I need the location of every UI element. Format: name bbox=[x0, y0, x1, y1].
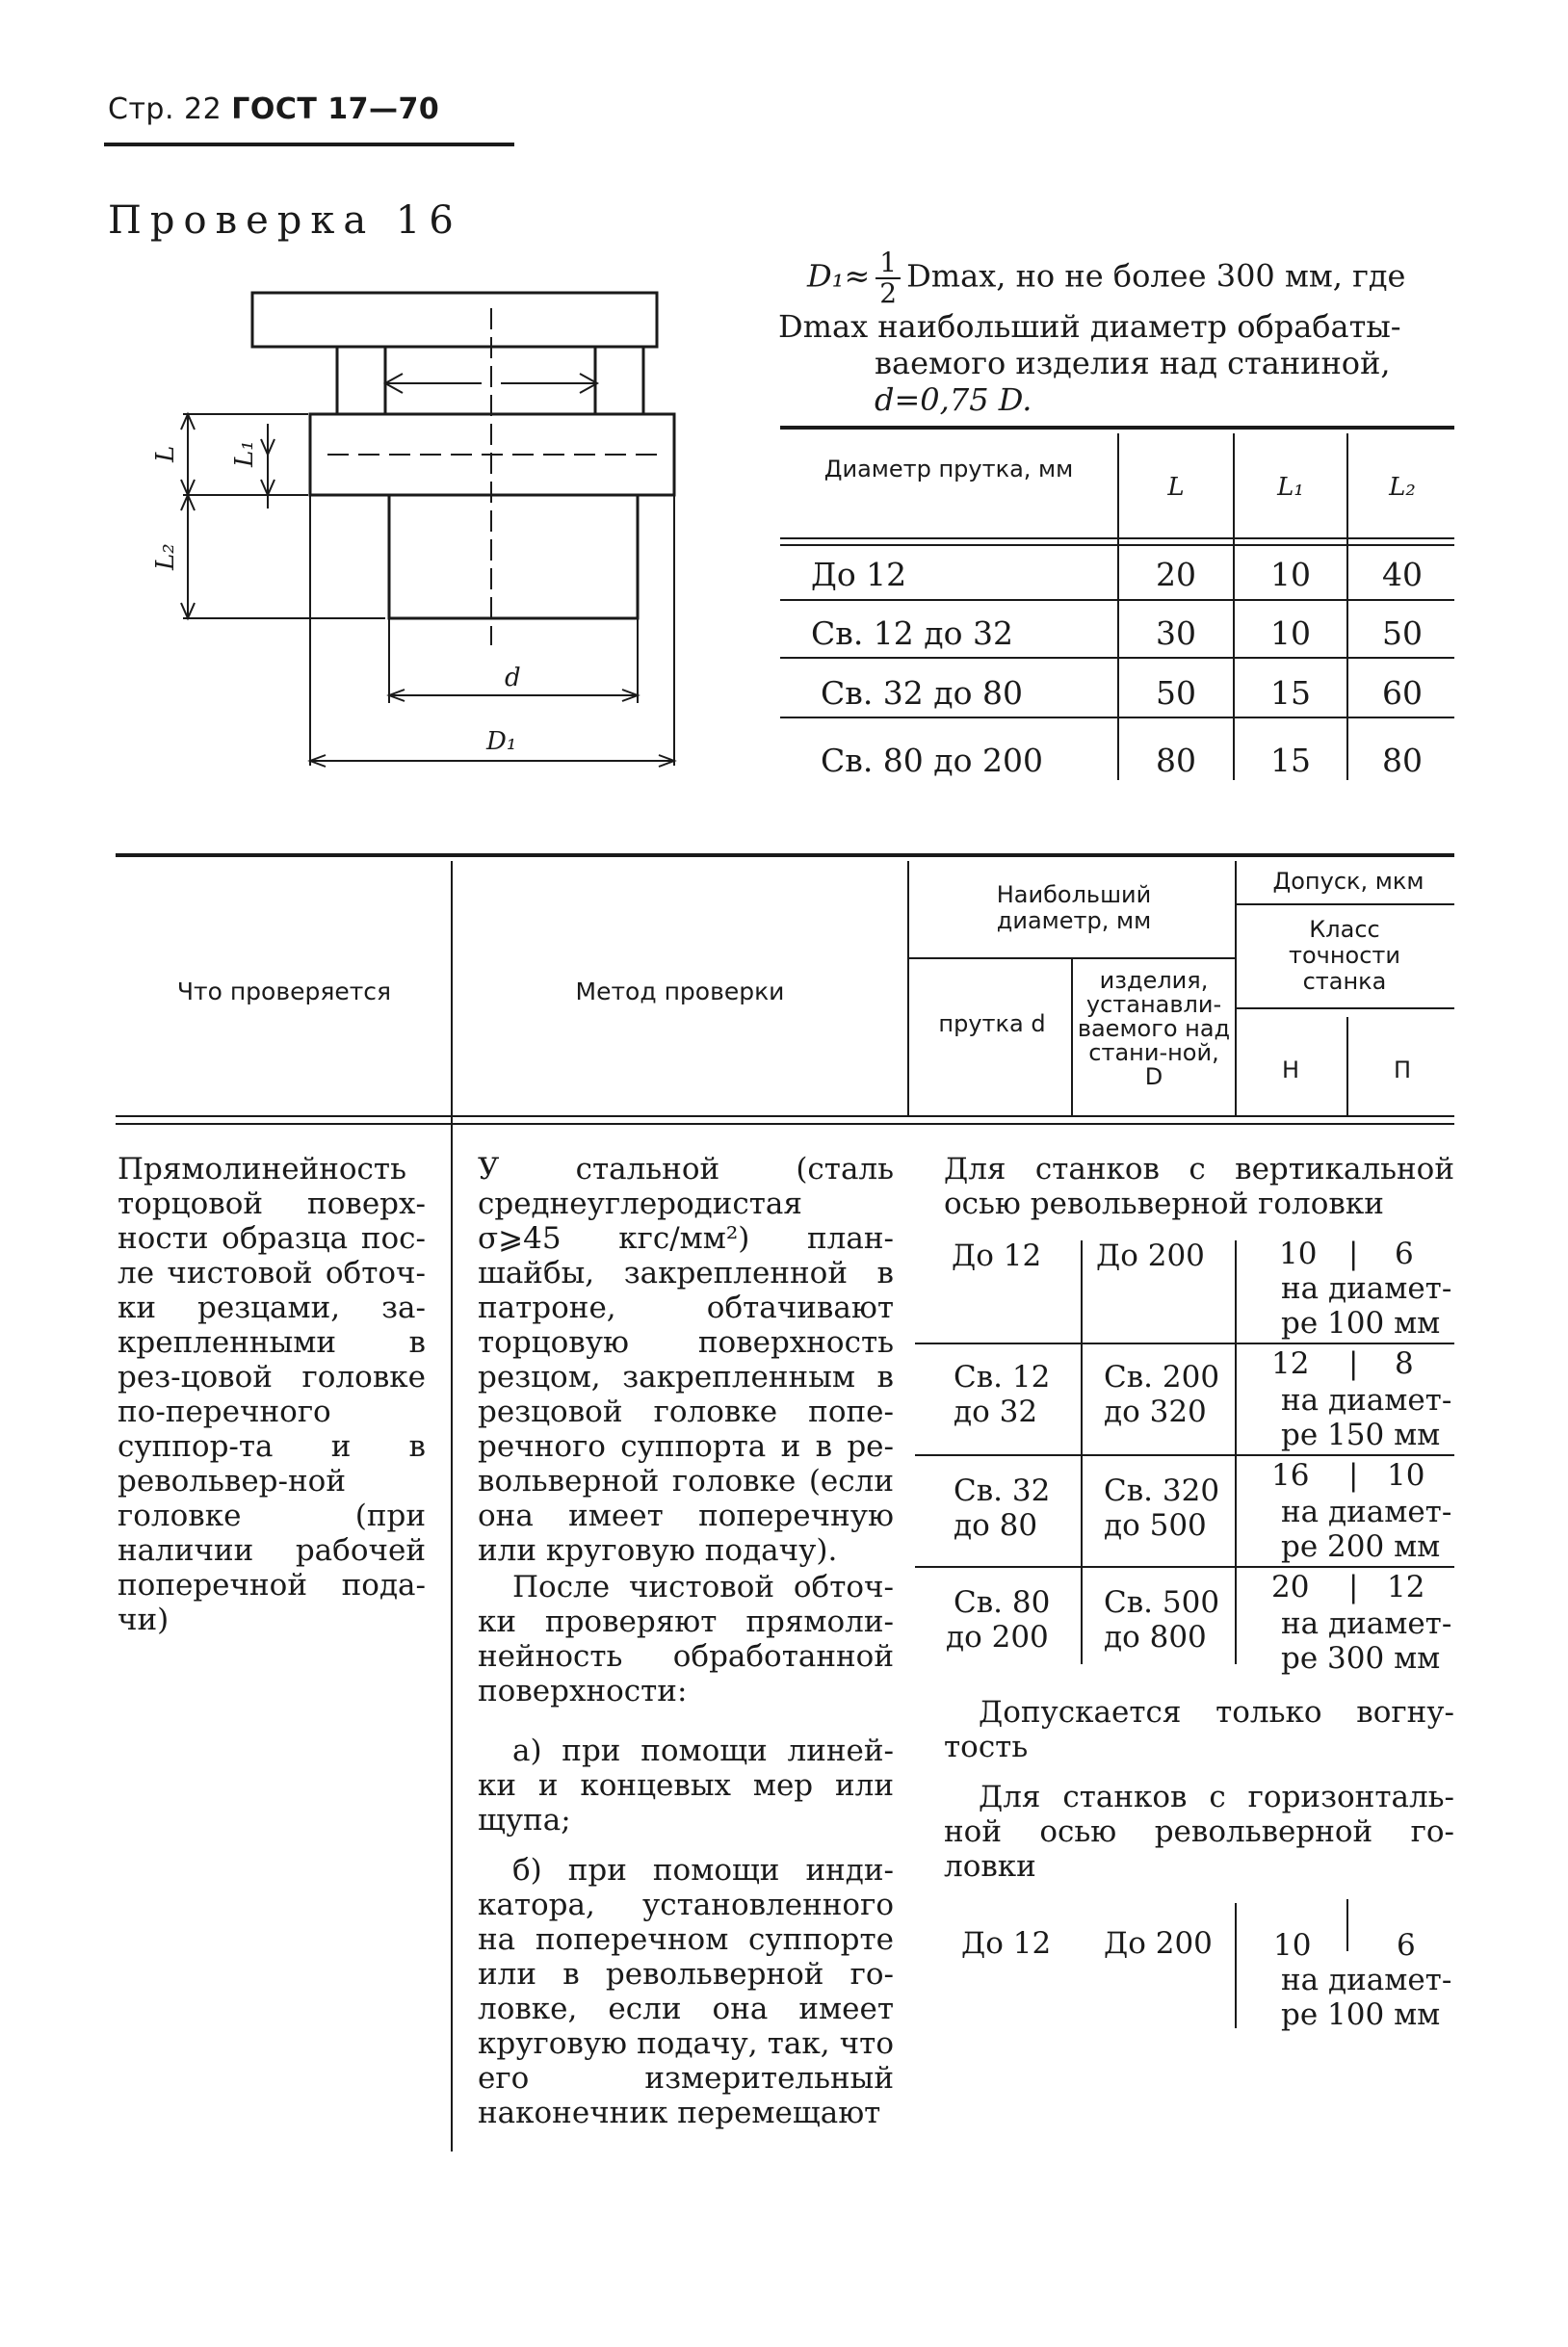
header-tolerance: Допуск, мкм bbox=[1272, 868, 1424, 895]
dim-label-D1: D₁ bbox=[486, 727, 517, 756]
dim-row-1-label: До 12 bbox=[811, 556, 907, 593]
dim-header-diameter: Диаметр прутка, мм bbox=[823, 456, 1074, 482]
fixture-drawing bbox=[144, 279, 693, 780]
vert-row-4-note-2: ре 300 мм bbox=[1281, 1641, 1441, 1676]
vert-row-4-N: 20 bbox=[1271, 1570, 1310, 1604]
dim-row-3-L1: 15 bbox=[1270, 674, 1311, 712]
vert-row-3-item-1: Св. 320 bbox=[1104, 1473, 1220, 1508]
vert-row-3-bar-1: Св. 32 bbox=[954, 1473, 1051, 1508]
header-class-N: Н bbox=[1281, 1056, 1300, 1083]
dim-row-3-L: 50 bbox=[1156, 674, 1196, 712]
horiz-row-bar: До 12 bbox=[961, 1926, 1052, 1961]
vert-row-1-bar: До 12 bbox=[952, 1239, 1042, 1273]
formula-fraction bbox=[875, 248, 901, 308]
vert-row-2-item-1: Св. 200 bbox=[1104, 1360, 1220, 1395]
vert-row-3-N: 16 bbox=[1271, 1458, 1310, 1493]
checked-item-text: Прямолинейность торцовой поверх-ности образца пос-ле чистовой обточ-ки резцами, за-крепленными в рез-цовой головке по-перечного суппор-та и в револьвер-ной головке (при наличии рабочей поперечной пода-чи) bbox=[118, 1152, 426, 1637]
formula-line2: Dmax наибольший диаметр обрабаты- bbox=[778, 308, 1401, 345]
vert-row-2-P: 8 bbox=[1395, 1346, 1414, 1381]
vert-row-1-N: 10 bbox=[1279, 1237, 1318, 1271]
formula-block bbox=[778, 247, 1406, 418]
horiz-row-note-1: на диамет- bbox=[1281, 1963, 1452, 1997]
method-paragraph-1: У стальной (сталь среднеуглеродистая σ⩾45 кгс/мм²) план-шайбы, закрепленной в патроне, обтачивают торцовую поверхность резцом, закрепленным в резцовой головке попе-речного суппорта и в ре-вольверной головке (если она имеет поперечную или круговую подачу). bbox=[478, 1152, 894, 1568]
header-item-D: изделия, устанавли-ваемого над стани-ной, D bbox=[1077, 967, 1231, 1090]
vert-row-4-note-1: на диамет- bbox=[1281, 1606, 1452, 1641]
dim-row-1-L1: 10 bbox=[1270, 556, 1311, 593]
dim-row-4-L2: 80 bbox=[1382, 742, 1423, 779]
method-paragraph-3: а) при помощи линей-ки и концевых мер или щупа; bbox=[478, 1734, 894, 1838]
dim-row-3-label: Св. 32 до 80 bbox=[821, 674, 1023, 712]
header-precision-class: Класс точности станка bbox=[1289, 916, 1400, 995]
dim-row-1-L: 20 bbox=[1156, 556, 1196, 593]
vert-row-4-sep: | bbox=[1348, 1570, 1359, 1604]
dim-label-d: d bbox=[505, 664, 521, 692]
vert-row-1-note-1: на диамет- bbox=[1281, 1271, 1452, 1306]
dim-row-1-L2: 40 bbox=[1382, 556, 1423, 593]
horiz-row-P: 6 bbox=[1397, 1928, 1416, 1963]
fraction-denominator: 2 bbox=[879, 277, 898, 309]
vert-row-1-sep: | bbox=[1348, 1237, 1359, 1271]
formula-d1: D₁≈ bbox=[807, 257, 871, 295]
fraction-numerator: 1 bbox=[875, 248, 901, 279]
vert-row-4-bar-2: до 200 bbox=[946, 1620, 1049, 1655]
vert-row-2-bar-1: Св. 12 bbox=[954, 1360, 1051, 1395]
vert-row-4-bar-1: Св. 80 bbox=[954, 1585, 1051, 1620]
dim-row-2-L2: 50 bbox=[1382, 614, 1423, 652]
dim-row-4-L: 80 bbox=[1156, 742, 1196, 779]
vert-row-3-item-2: до 500 bbox=[1104, 1508, 1207, 1543]
vert-row-2-note-2: ре 150 мм bbox=[1281, 1418, 1441, 1452]
header-what: Что проверяется bbox=[176, 978, 392, 1005]
vert-row-1-P: 6 bbox=[1395, 1237, 1414, 1271]
formula-rest: Dmax, но не более 300 мм, где bbox=[906, 257, 1406, 295]
header-bar-d: прутка d bbox=[938, 1010, 1046, 1037]
dim-row-2-L1: 10 bbox=[1270, 614, 1311, 652]
vert-row-3-P: 10 bbox=[1387, 1458, 1425, 1493]
vert-row-1-note-2: ре 100 мм bbox=[1281, 1306, 1441, 1341]
formula-line4: d=0,75 D. bbox=[875, 381, 1032, 418]
dim-row-2-L: 30 bbox=[1156, 614, 1196, 652]
vert-row-4-item-2: до 800 bbox=[1104, 1620, 1207, 1655]
vert-row-2-N: 12 bbox=[1271, 1346, 1310, 1381]
vert-row-3-note-1: на диамет- bbox=[1281, 1495, 1452, 1529]
vert-row-2-item-2: до 320 bbox=[1104, 1395, 1207, 1429]
page-number: Стр. 22 bbox=[108, 92, 222, 126]
horiz-row-N: 10 bbox=[1273, 1928, 1312, 1963]
dim-label-L2: L₂ bbox=[151, 543, 180, 570]
vert-row-4-P: 12 bbox=[1387, 1570, 1425, 1604]
vertical-axis-title: Для станков с вертикальной осью револьверной головки bbox=[944, 1152, 1454, 1221]
vert-row-3-bar-2: до 80 bbox=[954, 1508, 1038, 1543]
check-title: Проверка 16 bbox=[108, 198, 462, 243]
page-header bbox=[108, 92, 439, 126]
dim-row-3-L2: 60 bbox=[1382, 674, 1423, 712]
vert-row-3-note-2: ре 200 мм bbox=[1281, 1529, 1441, 1564]
dim-header-L1: L₁ bbox=[1277, 473, 1304, 502]
header-max-diameter: Наибольший диаметр, мм bbox=[996, 881, 1152, 934]
horizontal-axis-title: Для станков с горизонталь-ной осью револьверной го-ловки bbox=[944, 1780, 1454, 1884]
dim-label-L: L bbox=[151, 445, 180, 462]
header-class-P: П bbox=[1393, 1056, 1412, 1083]
vert-row-1-item: До 200 bbox=[1096, 1239, 1205, 1273]
dim-row-4-L1: 15 bbox=[1270, 742, 1311, 779]
dim-header-L2: L₂ bbox=[1389, 473, 1416, 502]
header-method: Метод проверки bbox=[575, 978, 785, 1005]
formula-line3: ваемого изделия над станиной, bbox=[875, 345, 1391, 381]
vert-row-2-sep: | bbox=[1348, 1346, 1359, 1381]
vert-row-4-item-1: Св. 500 bbox=[1104, 1585, 1220, 1620]
vert-row-3-sep: | bbox=[1348, 1458, 1359, 1493]
method-paragraph-2: После чистовой обточ-ки проверяют прямоли-нейность обработанной поверхности: bbox=[478, 1570, 894, 1708]
dim-label-L1: L₁ bbox=[230, 440, 259, 467]
dim-header-L: L bbox=[1167, 473, 1185, 502]
dim-row-4-label: Св. 80 до 200 bbox=[821, 742, 1043, 779]
header-rule bbox=[104, 143, 514, 146]
horiz-row-item: До 200 bbox=[1104, 1926, 1213, 1961]
vert-row-2-bar-2: до 32 bbox=[954, 1395, 1038, 1429]
method-paragraph-4: б) при помощи инди-катора, установленного на поперечном суппорте или в револьверной го-ловке, если она имеет круговую подачу, так, что его измерительный наконечник перемещают bbox=[478, 1853, 894, 2130]
vert-row-2-note-1: на диамет- bbox=[1281, 1383, 1452, 1418]
bar-end-shape bbox=[389, 495, 638, 618]
concave-note: Допускается только вогну-тость bbox=[944, 1695, 1454, 1764]
horiz-row-note-2: ре 100 мм bbox=[1281, 1997, 1441, 2032]
dim-row-2-label: Св. 12 до 32 bbox=[811, 614, 1013, 652]
standard-code: ГОСТ 17—70 bbox=[231, 92, 440, 126]
faceplate-shape bbox=[252, 293, 657, 347]
